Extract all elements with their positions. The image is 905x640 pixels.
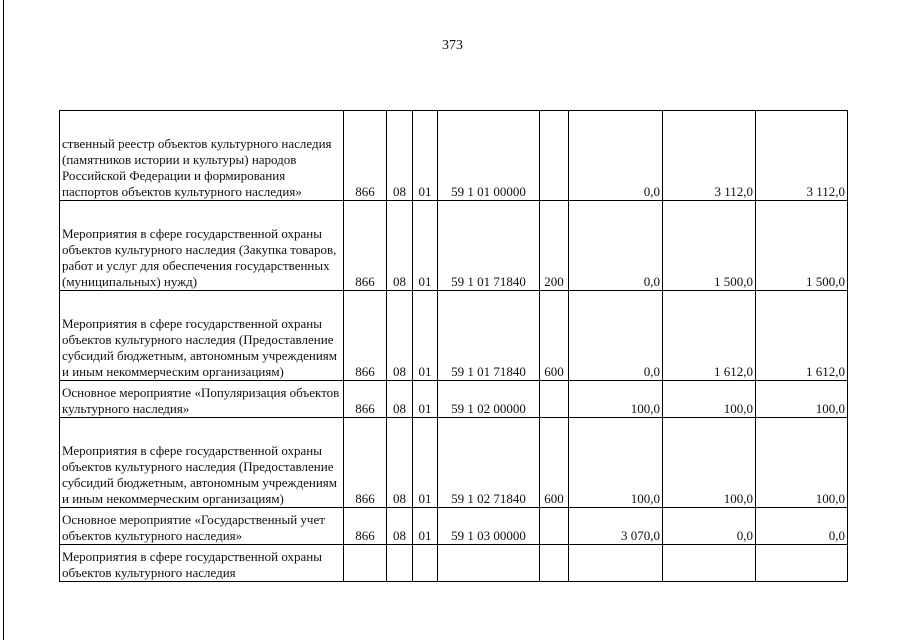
cell-rz: 08 <box>387 201 413 291</box>
cell-vr <box>540 545 569 582</box>
cell-value-2: 1 612,0 <box>663 291 756 381</box>
cell-value-3: 100,0 <box>756 381 848 418</box>
cell-vr: 600 <box>540 418 569 508</box>
cell-gr: 866 <box>344 111 387 201</box>
cell-value-1: 0,0 <box>569 111 663 201</box>
row-name: Мероприятия в сфере государственной охраны объектов культурного наследия (Закупка товаров, работ и услуг для обеспечения государственных (муниципальных) нужд) <box>60 201 344 291</box>
cell-value-1: 100,0 <box>569 381 663 418</box>
cell-pr: 01 <box>413 201 438 291</box>
cell-vr <box>540 508 569 545</box>
cell-csr: 59 1 02 00000 <box>438 381 540 418</box>
cell-value-3: 100,0 <box>756 418 848 508</box>
cell-value-3: 1 612,0 <box>756 291 848 381</box>
cell-value-2: 100,0 <box>663 418 756 508</box>
cell-rz <box>387 545 413 582</box>
cell-value-2: 3 112,0 <box>663 111 756 201</box>
cell-value-1: 100,0 <box>569 418 663 508</box>
cell-gr: 866 <box>344 418 387 508</box>
cell-rz: 08 <box>387 111 413 201</box>
cell-value-2: 1 500,0 <box>663 201 756 291</box>
cell-csr: 59 1 01 00000 <box>438 111 540 201</box>
cell-value-3: 1 500,0 <box>756 201 848 291</box>
row-name: ственный реестр объектов культурного наследия (памятников истории и культуры) народов Российской Федерации и формирования паспортов объектов культурного наследия» <box>60 111 344 201</box>
cell-pr: 01 <box>413 291 438 381</box>
cell-gr: 866 <box>344 291 387 381</box>
cell-pr <box>413 545 438 582</box>
cell-pr: 01 <box>413 381 438 418</box>
table-row <box>60 508 848 545</box>
cell-csr: 59 1 01 71840 <box>438 291 540 381</box>
table-row <box>60 418 848 508</box>
cell-rz: 08 <box>387 508 413 545</box>
page-edge-rule <box>3 0 4 640</box>
cell-csr <box>438 545 540 582</box>
cell-value-1 <box>569 545 663 582</box>
budget-table <box>59 110 848 582</box>
cell-value-2 <box>663 545 756 582</box>
page-number: 373 <box>442 38 463 53</box>
table-row <box>60 111 848 201</box>
cell-csr: 59 1 02 71840 <box>438 418 540 508</box>
cell-vr: 600 <box>540 291 569 381</box>
cell-gr: 866 <box>344 381 387 418</box>
cell-value-2: 100,0 <box>663 381 756 418</box>
row-name: Мероприятия в сфере государственной охраны объектов культурного наследия <box>60 545 344 582</box>
cell-value-2: 0,0 <box>663 508 756 545</box>
cell-value-1: 3 070,0 <box>569 508 663 545</box>
cell-value-1: 0,0 <box>569 201 663 291</box>
cell-pr: 01 <box>413 418 438 508</box>
cell-gr: 866 <box>344 201 387 291</box>
row-name: Мероприятия в сфере государственной охраны объектов культурного наследия (Предоставление субсидий бюджетным, автономным учреждениям и иным некоммерческим организациям) <box>60 418 344 508</box>
cell-vr <box>540 111 569 201</box>
cell-value-3: 0,0 <box>756 508 848 545</box>
cell-value-3 <box>756 545 848 582</box>
cell-rz: 08 <box>387 418 413 508</box>
table-row <box>60 545 848 582</box>
cell-gr <box>344 545 387 582</box>
cell-rz: 08 <box>387 291 413 381</box>
cell-rz: 08 <box>387 381 413 418</box>
cell-gr: 866 <box>344 508 387 545</box>
table-row <box>60 201 848 291</box>
cell-csr: 59 1 01 71840 <box>438 201 540 291</box>
row-name: Мероприятия в сфере государственной охраны объектов культурного наследия (Предоставление субсидий бюджетным, автономным учреждениям и иным некоммерческим организациям) <box>60 291 344 381</box>
row-name: Основное мероприятие «Государственный учет объектов культурного наследия» <box>60 508 344 545</box>
cell-csr: 59 1 03 00000 <box>438 508 540 545</box>
table-row <box>60 381 848 418</box>
cell-vr: 200 <box>540 201 569 291</box>
cell-pr: 01 <box>413 111 438 201</box>
cell-value-3: 3 112,0 <box>756 111 848 201</box>
table-row <box>60 291 848 381</box>
cell-value-1: 0,0 <box>569 291 663 381</box>
cell-pr: 01 <box>413 508 438 545</box>
row-name: Основное мероприятие «Популяризация объектов культурного наследия» <box>60 381 344 418</box>
cell-vr <box>540 381 569 418</box>
